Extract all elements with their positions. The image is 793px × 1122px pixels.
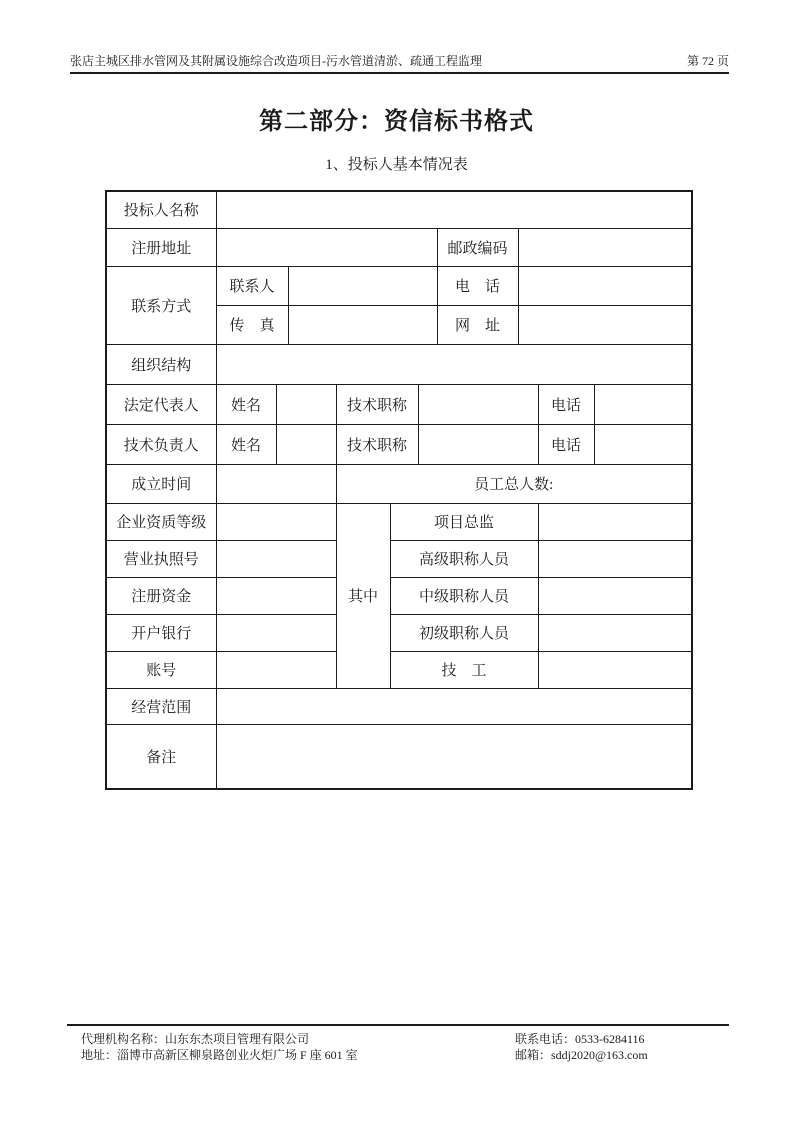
table-row <box>106 688 692 724</box>
tech-lead-title-value-cell <box>418 424 538 464</box>
reg-address-label: 注册地址 <box>106 228 216 266</box>
table-row <box>106 577 692 614</box>
website-label: 网 址 <box>437 305 518 344</box>
contact-person-value-cell <box>288 266 437 305</box>
tech-lead-tel-label: 电话 <box>538 424 594 464</box>
section-title: 第二部分：资信标书格式 <box>259 109 534 135</box>
business-scope-label: 经营范围 <box>106 688 216 724</box>
business-license-value-cell <box>216 540 336 577</box>
phone-label: 电 话 <box>437 266 518 305</box>
header-page-number: 第 72 页 <box>686 54 729 68</box>
legal-rep-label: 法定代表人 <box>106 384 216 424</box>
mid-staff-label: 中级职称人员 <box>390 577 538 614</box>
tech-lead-tel-value-cell <box>594 424 692 464</box>
qualification-label: 企业资质等级 <box>106 503 216 540</box>
table-row <box>106 228 692 266</box>
table-row <box>106 191 692 228</box>
footer-right-block <box>515 1031 729 1063</box>
table-row <box>106 464 692 503</box>
table-row <box>106 266 692 305</box>
chief-supervisor-value-cell <box>538 503 692 540</box>
table-row <box>106 344 692 384</box>
tech-lead-label: 技术负责人 <box>106 424 216 464</box>
bidder-name-label: 投标人名称 <box>106 191 216 228</box>
table-title: 1、投标人基本情况表 <box>325 157 468 173</box>
table-row <box>106 651 692 688</box>
bidder-info-table <box>105 190 693 790</box>
founded-date-value-cell <box>216 464 336 503</box>
footer-agency: 代理机构名称：山东东杰项目管理有限公司 <box>81 1032 310 1046</box>
registered-capital-value-cell <box>216 577 336 614</box>
chief-supervisor-label: 项目总监 <box>390 503 538 540</box>
table-row <box>106 540 692 577</box>
junior-staff-label: 初级职称人员 <box>390 614 538 651</box>
legal-rep-name-label: 姓名 <box>216 384 276 424</box>
legal-rep-title-label: 技术职称 <box>336 384 418 424</box>
legal-rep-name-value-cell <box>276 384 336 424</box>
junior-staff-value-cell <box>538 614 692 651</box>
legal-rep-title-value-cell <box>418 384 538 424</box>
footer-email: 邮箱：sddj2020@163.com <box>515 1048 648 1062</box>
bidder-name-value-cell <box>216 191 692 228</box>
registered-capital-label: 注册资金 <box>106 577 216 614</box>
tech-lead-title-label: 技术职称 <box>336 424 418 464</box>
org-structure-value-cell <box>216 344 692 384</box>
footer-address: 地址：淄博市高新区柳泉路创业火炬广场 F 座 601 室 <box>81 1048 358 1062</box>
contact-label: 联系方式 <box>106 266 216 344</box>
page-footer <box>67 1024 729 1063</box>
business-license-label: 营业执照号 <box>106 540 216 577</box>
table-row <box>106 724 692 789</box>
mid-staff-value-cell <box>538 577 692 614</box>
total-staff-label: 员工总人数: <box>336 464 692 503</box>
remarks-value-cell <box>216 724 692 789</box>
technician-value-cell <box>538 651 692 688</box>
account-value-cell <box>216 651 336 688</box>
bank-value-cell <box>216 614 336 651</box>
postal-code-label: 邮政编码 <box>437 228 518 266</box>
account-label: 账号 <box>106 651 216 688</box>
founded-date-label: 成立时间 <box>106 464 216 503</box>
qualification-value-cell <box>216 503 336 540</box>
legal-rep-tel-value-cell <box>594 384 692 424</box>
tech-lead-name-label: 姓名 <box>216 424 276 464</box>
table-row <box>106 384 692 424</box>
postal-code-value-cell <box>518 228 692 266</box>
phone-value-cell <box>518 266 692 305</box>
among-label: 其中 <box>336 503 390 688</box>
contact-person-label: 联系人 <box>216 266 288 305</box>
org-structure-label: 组织结构 <box>106 344 216 384</box>
page-header <box>70 54 729 74</box>
legal-rep-tel-label: 电话 <box>538 384 594 424</box>
fax-value-cell <box>288 305 437 344</box>
reg-address-value-cell <box>216 228 437 266</box>
remarks-label: 备注 <box>106 724 216 789</box>
table-row <box>106 614 692 651</box>
tech-lead-name-value-cell <box>276 424 336 464</box>
website-value-cell <box>518 305 692 344</box>
bank-label: 开户银行 <box>106 614 216 651</box>
senior-staff-label: 高级职称人员 <box>390 540 538 577</box>
fax-label: 传 真 <box>216 305 288 344</box>
technician-label: 技 工 <box>390 651 538 688</box>
footer-phone: 联系电话：0533-6284116 <box>515 1032 645 1046</box>
business-scope-value-cell <box>216 688 692 724</box>
senior-staff-value-cell <box>538 540 692 577</box>
table-row <box>106 424 692 464</box>
table-row <box>106 503 692 540</box>
footer-left-block <box>67 1031 358 1063</box>
header-project-title: 张店主城区排水管网及其附属设施综合改造项目-污水管道清淤、疏通工程监理 <box>70 54 482 68</box>
